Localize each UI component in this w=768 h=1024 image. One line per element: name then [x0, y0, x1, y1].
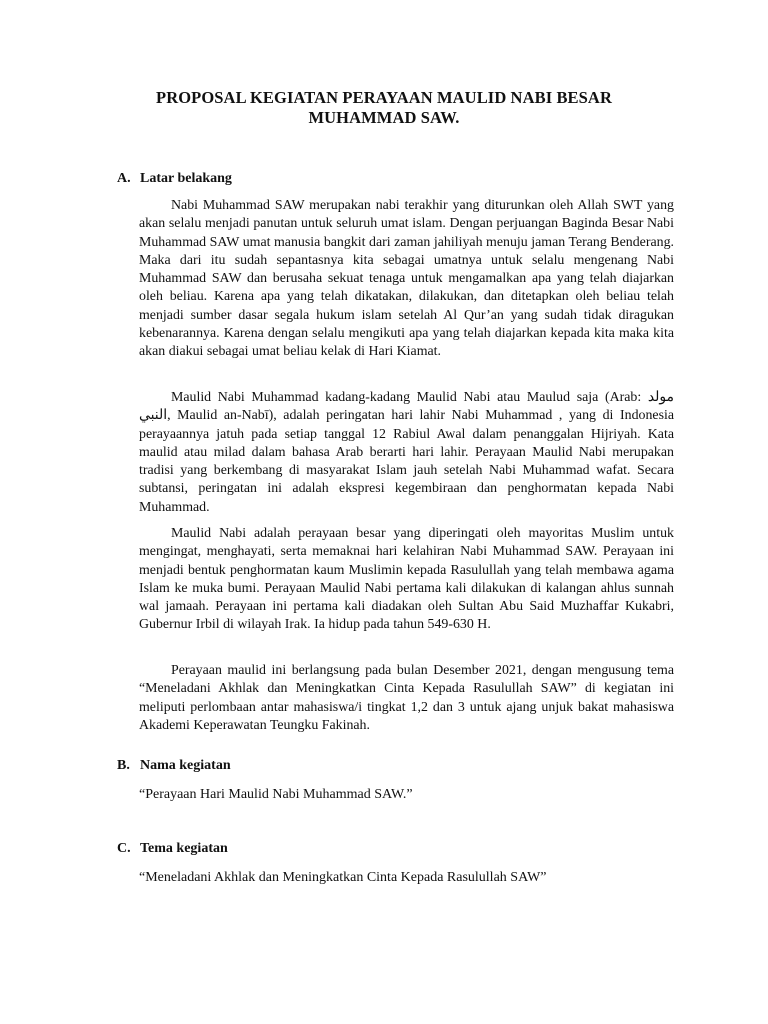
paragraph-text: Maulid Nabi adalah perayaan besar yang diperingati oleh mayoritas Muslim untuk mengingat, menghayati, serta memaknai hari kelahiran Nabi Muhammad SAW. Perayaan ini menjadi bentuk penghormatan kaum Muslimin kepada Rasulullah yang telah membawa agama Islam ke muka bumi. Perayaan Maulid Nabi pertama kali dilakukan di kalangan ahlus sunnah wal jamaah. Perayaan ini pertama kali diadakan oleh Sultan Abu Said Muzhaffar Kukabri, Gubernur Irbil di wilayah Irak. Ia hidup pada tahun 549-630 H. — [139, 526, 674, 633]
section-a-paragraph-1 — [139, 197, 674, 362]
section-b-title: Nama kegiatan — [140, 758, 231, 773]
section-c-heading — [117, 840, 228, 858]
paragraph-text: Nabi Muhammad SAW merupakan nabi terakhir yang diturunkan oleh Allah SWT yang akan selalu menjadi panutan untuk seluruh umat islam. Dengan perjuangan Baginda Besar Nabi Muhammad SAW umat manusia bangkit dari zaman jahiliyah menuju jaman Terang Benderang. Maka dari itu sudah sepantasnya kita sebagai umatnya untuk selalu mengenang Nabi Muhammad SAW dan berusaha sekuat tenaga untuk mengamalkan apa yang telah diajarkan oleh beliau. Karena apa yang telah dikatakan, dilakukan, dan ditetapkan oleh beliau telah menjadi sumber dasar segala hukum islam setelah Al Qur’an yang sudah tidak diragukan kebenarannya. Karena dengan selalu mengikuti apa yang telah diajarkan kepada kita maka kita akan diakui sebagai umat beliau kelak di Hari Kiamat. — [139, 198, 674, 360]
title-line-1: PROPOSAL KEGIATAN PERAYAAN MAULID NABI BESAR — [156, 88, 612, 107]
document-title — [100, 88, 668, 128]
section-c-letter: C. — [117, 841, 131, 856]
section-a-paragraph-4 — [139, 662, 674, 735]
section-c-title: Tema kegiatan — [140, 841, 228, 856]
title-line-2: MUHAMMAD SAW. — [308, 108, 460, 127]
section-a-paragraph-3 — [139, 525, 674, 635]
section-a-paragraph-2 — [139, 389, 674, 517]
activity-theme-text: “Meneladani Akhlak dan Meningkatkan Cinta Kepada Rasulullah SAW” — [139, 870, 547, 885]
activity-name-text: “Perayaan Hari Maulid Nabi Muhammad SAW.” — [139, 787, 413, 802]
section-b-heading — [117, 757, 231, 775]
section-a-letter: A. — [117, 171, 131, 186]
section-b-letter: B. — [117, 758, 130, 773]
paragraph-text: Maulid Nabi Muhammad kadang-kadang Maulid Nabi atau Maulud saja (Arab: مولد النبي, Maulid an-Nabī), adalah peringatan hari lahir Nabi Muhammad , yang di Indonesia perayaannya jatuh pada setiap tanggal 12 Rabiul Awal dalam penanggalan Hijriyah. Kata maulid atau milad dalam bahasa Arab berarti hari lahir. Perayaan Maulid Nabi merupakan tradisi yang berkembang di masyarakat Islam jauh setelah Nabi Muhammad wafat. Secara subtansi, peringatan ini adalah ekspresi kegembiraan dan penghormatan kepada Nabi Muhammad. — [139, 390, 674, 515]
section-a-heading — [117, 170, 232, 188]
section-a-title: Latar belakang — [140, 171, 232, 186]
paragraph-text: Perayaan maulid ini berlangsung pada bulan Desember 2021, dengan mengusung tema “Meneladani Akhlak dan Meningkatkan Cinta Kepada Rasulullah SAW” di kegiatan ini meliputi perlombaan antar mahasiswa/i tingkat 1,2 dan 3 untuk ajang unjuk bakat mahasiswa Akademi Keperawatan Teungku Fakinah. — [139, 663, 674, 733]
